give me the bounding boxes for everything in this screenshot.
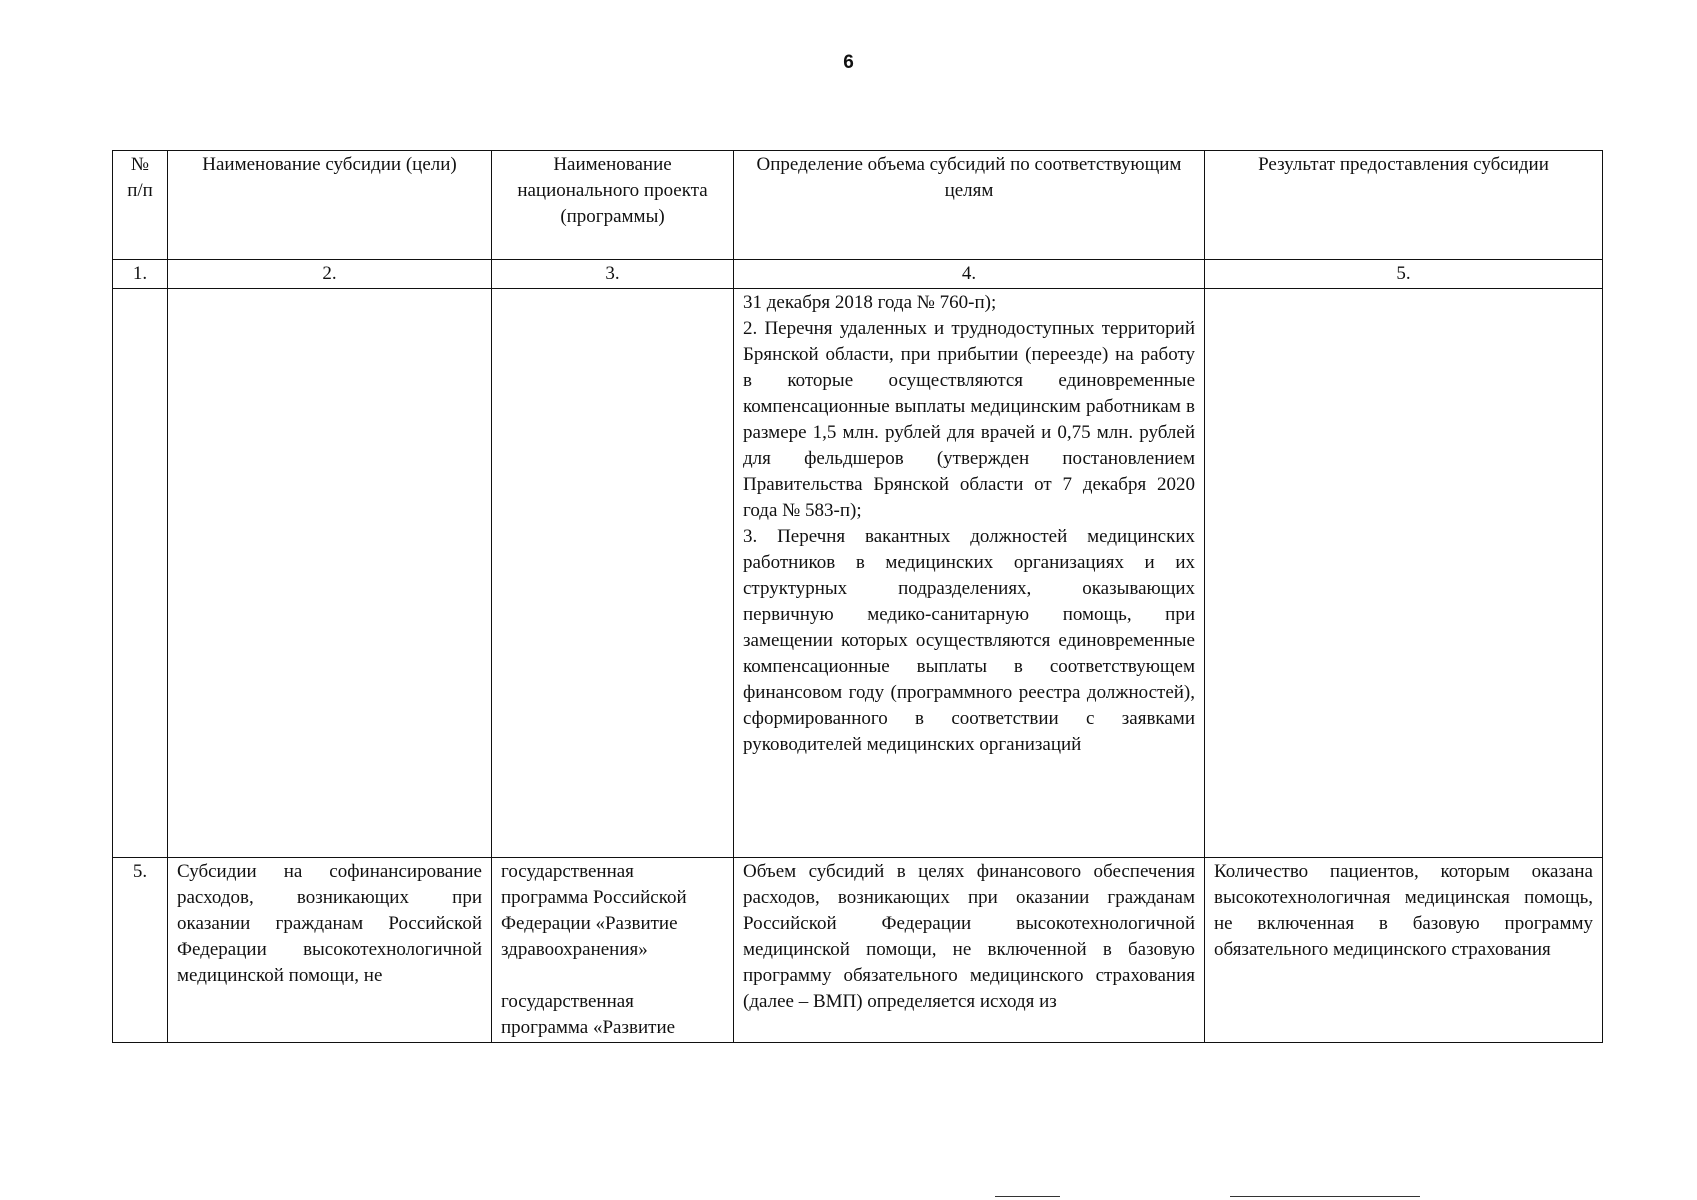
signature-line	[1230, 1196, 1420, 1197]
subsidy-name-cell: Субсидии на софинансирование расходов, возникающих при оказании гражданам Российской Федерации высокотехнологичной медицинской помощи, не	[168, 858, 492, 1043]
page-number: 6	[843, 52, 854, 73]
spacer	[501, 963, 724, 989]
list-item-2: 2. Перечня удаленных и труднодоступных территорий Брянской области, при прибытии (переезде) на работу в которые осуществляются единовременные компенсационные выплаты медицинским работникам в размере 1,5 млн. рублей для врачей и 0,75 млн. рублей для фельдшеров (утвержден постановлением Правительства Брянской области от 7 декабря 2020 года № 583-п);	[743, 318, 1195, 521]
column-number-5: 5.	[1205, 260, 1603, 289]
volume-definition-cell: Объем субсидий в целях финансового обеспечения расходов, возникающих при оказании гражданам Российской Федерации высокотехнологичной медицинской помощи, не включенной в базовую программу обязательного медицинского страхования (далее – ВМП) определяется исходя из	[734, 858, 1205, 1043]
result-cell: Количество пациентов, которым оказана высокотехнологичная медицинская помощь, не включенная в базовую программу обязательного медицинского страхования	[1205, 858, 1603, 1043]
header-number: № п/п	[113, 151, 168, 260]
header-result: Результат предоставления субсидии	[1205, 151, 1603, 260]
column-number-3: 3.	[492, 260, 734, 289]
column-number-2: 2.	[168, 260, 492, 289]
row-number: 5.	[113, 858, 168, 1043]
table-header-row	[113, 151, 1603, 260]
project-name-1: государственная программа Российской Федерации «Развитие здравоохранения»	[501, 861, 687, 960]
list-item-3: 3. Перечня вакантных должностей медицинских работников в медицинских организациях и их структурных подразделениях, оказывающих первичную медико-санитарную помощь, при замещении которых осуществляются единовременные компенсационные выплаты в соответствующем финансовом году (программного реестра должностей), сформированного в соответствии с заявками руководителей медицинских организаций	[743, 526, 1195, 755]
signature-line	[995, 1196, 1060, 1197]
cell-empty	[492, 289, 734, 858]
continued-text-line: 31 декабря 2018 года № 760-п);	[743, 292, 997, 313]
table-row-5	[113, 858, 1603, 1043]
header-subsidy-name: Наименование субсидии (цели)	[168, 151, 492, 260]
volume-definition-cell	[734, 289, 1205, 858]
project-name-2: государственная программа «Развитие	[501, 991, 676, 1038]
header-national-project: Наименование национального проекта (программы)	[492, 151, 734, 260]
table-row-continued	[113, 289, 1603, 858]
column-numbering-row	[113, 260, 1603, 289]
column-number-4: 4.	[734, 260, 1205, 289]
national-project-cell	[492, 858, 734, 1043]
header-volume-definition: Определение объема субсидий по соответствующим целям	[734, 151, 1205, 260]
cell-empty	[113, 289, 168, 858]
column-number-1: 1.	[113, 260, 168, 289]
subsidy-table	[112, 150, 1603, 1043]
cell-empty	[1205, 289, 1603, 858]
cell-empty	[168, 289, 492, 858]
